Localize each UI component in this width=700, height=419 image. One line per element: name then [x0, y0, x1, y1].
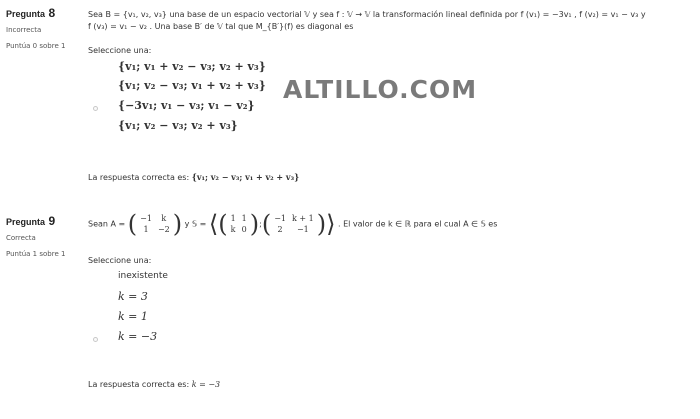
question-9-label: Pregunta 9 — [6, 214, 56, 228]
question-8-option-2[interactable] — [88, 80, 588, 98]
question-9-info — [6, 214, 84, 258]
question-8-text-line1: Sea B = {v₁, v₂, v₃} una base de un espacio vectorial 𝕍 y sea f : 𝕍 → 𝕍 la transformación lineal definida por f (v₁) = −3v₁ , f (v₂) = v₁ − v₃ y — [88, 10, 646, 19]
option-label: k = 3 — [118, 290, 148, 303]
question-8-prompt: Seleccione una: — [88, 46, 152, 55]
radio-button[interactable] — [93, 337, 98, 342]
question-8-state: Incorrecta — [6, 26, 42, 34]
option-label: k = 1 — [118, 310, 148, 323]
radio-button[interactable] — [93, 106, 98, 111]
question-9-grade: Puntúa 1 sobre 1 — [6, 250, 66, 258]
question-9-state: Correcta — [6, 234, 36, 242]
matrix-s2: −1 k + 1 2 −1 — [274, 214, 314, 234]
option-label: {v₁; v₂ − v₃; v₂ + v₃} — [118, 119, 238, 132]
question-9-option-1[interactable] — [88, 270, 588, 288]
question-8-grade: Puntúa 0 sobre 1 — [6, 42, 66, 50]
option-label: {v₁; v₁ + v₂ − v₃; v₂ + v₃} — [118, 60, 266, 73]
option-label: inexistente — [118, 271, 168, 281]
matrix-s1: 1 1 k 0 — [230, 214, 247, 234]
question-8-option-4[interactable] — [88, 120, 588, 138]
question-9-prompt: Seleccione una: — [88, 256, 152, 265]
question-9-option-2[interactable] — [88, 291, 588, 309]
question-9-option-4[interactable] — [88, 331, 588, 349]
question-8-info — [6, 6, 84, 50]
matrix-a: −1 k 1 −2 — [140, 214, 170, 234]
option-label: {−3v₁; v₁ − v₃; v₁ − v₂} — [118, 99, 255, 112]
option-label: k = −3 — [118, 330, 158, 343]
question-9-option-3[interactable] — [88, 311, 588, 329]
question-8-correct-answer: La respuesta correcta es: {v₁; v₂ − v₃; v₁ + v₂ + v₃} — [88, 172, 300, 182]
question-8-option-3[interactable] — [88, 100, 588, 118]
question-9-text: Sean A = ( −1 k 1 −2 ) y 𝕊 = ⟨( 1 1 k 0 );( −1 k + 1 2 −1 )⟩ . El valor de k ∈ ℝ para el cual A ∈ 𝕊 es — [88, 210, 498, 238]
question-8-text-line2: f (v₃) = v₁ − v₂ . Una base B′ de 𝕍 tal que M_{B′}(f) es diagonal es — [88, 22, 354, 31]
question-8-label: Pregunta 8 — [6, 6, 56, 20]
option-label: {v₁; v₂ − v₃; v₁ + v₂ + v₃} — [118, 79, 266, 92]
question-8-option-1[interactable] — [88, 61, 588, 79]
question-9-correct-answer: La respuesta correcta es: k = −3 — [88, 380, 221, 389]
watermark: ALTILLO.COM — [283, 75, 478, 104]
